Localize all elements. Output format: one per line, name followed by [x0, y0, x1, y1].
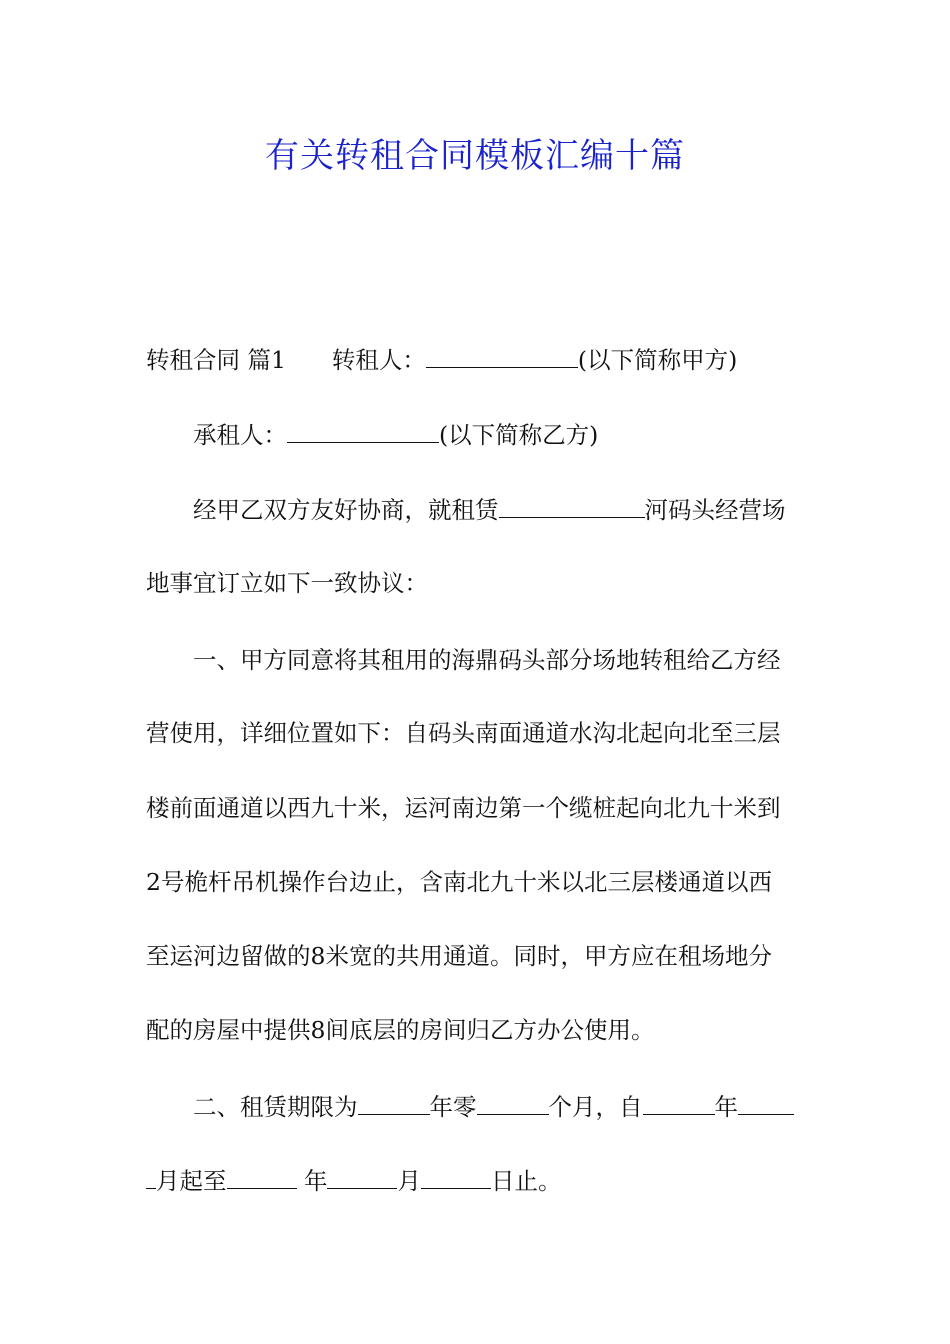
term-text: 个月，自: [548, 1093, 643, 1121]
document-title: 有关转租合同模板汇编十篇: [265, 136, 685, 176]
term-text: 二、租赁期限为: [193, 1093, 358, 1121]
paragraph-sublessor: [146, 345, 826, 375]
clause-one-line2: 营使用，详细位置如下：自码头南面通道水沟北起向北至三层: [146, 719, 781, 747]
term-text: 年: [296, 1167, 328, 1195]
end-day-blank: [421, 1166, 491, 1189]
end-year-blank: [227, 1166, 297, 1189]
start-month-blank-cont: [146, 1166, 156, 1189]
paragraph-agreement-line2: 地事宜订立如下一致协议：: [146, 569, 428, 597]
term-text: 日止。: [490, 1167, 562, 1195]
clause-one-line6: 配的房屋中提供8间底层的房间归乙方办公使用。: [146, 1016, 655, 1044]
section-heading: 转租合同 篇1: [146, 346, 286, 374]
sublessee-blank: [287, 420, 439, 443]
sublessee-suffix: (以下简称乙方): [439, 421, 599, 449]
term-text: 年零: [429, 1093, 477, 1121]
paragraph-agreement-line1: [193, 495, 873, 525]
agreement-text-cont: 河码头经营场: [644, 496, 786, 524]
term-text: 月起至: [156, 1167, 227, 1195]
sublessee-label: 承租人：: [193, 421, 287, 449]
agreement-text: 经甲乙双方友好协商，就租赁: [193, 496, 499, 524]
clause-one-line4: 2号桅杆吊机操作台边止，含南北九十米以北三层楼通道以西: [146, 868, 772, 896]
paragraph-sublessee: [193, 420, 873, 450]
clause-one-line3: 楼前面通道以西九十米，运河南边第一个缆桩起向北九十米到: [146, 794, 781, 822]
location-blank: [499, 495, 645, 518]
clause-one-line5: 至运河边留做的8米宽的共用通道。同时，甲方应在租场地分: [146, 942, 772, 970]
sublessor-label: 转租人：: [331, 346, 426, 374]
years-blank: [358, 1092, 430, 1115]
clause-two-line1: [193, 1092, 873, 1122]
clause-one-line1: 一、甲方同意将其租用的海鼎码头部分场地转租给乙方经: [193, 646, 781, 674]
sublessor-suffix: (以下简称甲方): [577, 346, 738, 374]
months-blank: [477, 1092, 549, 1115]
start-month-blank: [738, 1092, 794, 1115]
term-text: 月: [397, 1167, 421, 1195]
term-text: 年: [714, 1093, 738, 1121]
sublessor-blank: [426, 345, 578, 368]
end-month-blank: [327, 1166, 397, 1189]
clause-two-line2: [146, 1166, 826, 1196]
start-year-blank: [643, 1092, 715, 1115]
